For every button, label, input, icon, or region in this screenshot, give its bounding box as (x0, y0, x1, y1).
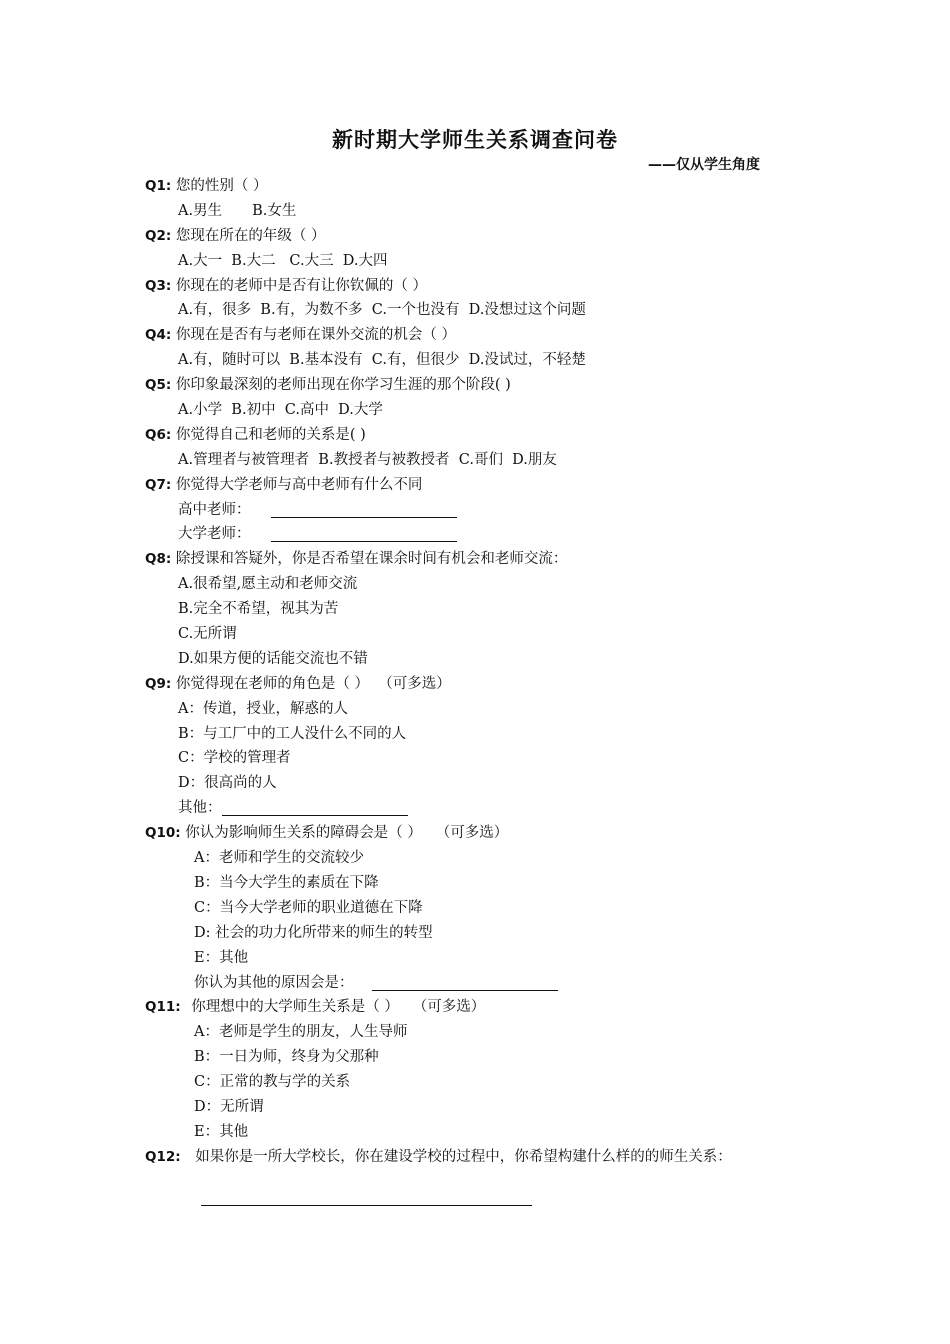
question-number: Q11: (145, 999, 181, 1016)
high-school-teacher-label: 高中老师： (178, 501, 251, 518)
option-a: A：老师和学生的交流较少 (194, 850, 364, 867)
question-7 (145, 473, 825, 498)
option-a: A：传道，授业，解惑的人 (178, 700, 348, 717)
question-12 (145, 1145, 825, 1170)
other-blank[interactable] (222, 801, 408, 816)
question-number: Q10: (145, 825, 181, 842)
question-3-options: A.有，很多 B.有，为数不多 C.一个也没有 D.没想过这个问题 (178, 302, 586, 319)
question-text: 你认为影响师生关系的障碍会是（ ） （可多选） (185, 825, 509, 842)
option-b: B：当今大学生的素质在下降 (194, 874, 379, 891)
question-number: Q7: (145, 476, 172, 493)
question-number: Q4: (145, 327, 172, 344)
option-e: E：其他 (194, 949, 249, 966)
question-11 (145, 995, 825, 1020)
question-text: 你印象最深刻的老师出现在你学习生涯的那个阶段( ) (175, 377, 511, 394)
question-6 (145, 423, 825, 448)
question-number: Q1: (145, 178, 172, 194)
option-d: D: 社会的功力化所带来的师生的转型 (194, 924, 433, 941)
question-text: 你理想中的大学师生关系是（ ） （可多选） (191, 999, 486, 1016)
question-10 (145, 821, 825, 846)
question-text: 您的性别（ ） (175, 178, 268, 194)
question-number: Q9: (145, 675, 172, 692)
other-reason-blank[interactable] (372, 976, 558, 991)
other-reason-label: 你认为其他的原因会是： (194, 974, 354, 991)
option-c: C：学校的管理者 (178, 750, 291, 767)
question-number: Q2: (145, 227, 172, 244)
option-a: A：老师是学生的朋友，人生导师 (194, 1024, 408, 1041)
question-5-options: A.小学 B.初中 C.高中 D.大学 (178, 402, 383, 419)
option-c: C：正常的教与学的关系 (194, 1074, 351, 1091)
question-text: 你觉得自己和老师的关系是( ) (175, 426, 366, 443)
high-school-teacher-row (145, 498, 825, 523)
college-teacher-blank[interactable] (271, 527, 457, 542)
option-b: B：一日为师，终身为父那种 (194, 1049, 379, 1066)
other-reason-row (145, 971, 825, 996)
question-2 (145, 224, 825, 249)
question-4 (145, 323, 825, 348)
other-row (145, 796, 825, 821)
answer-blank[interactable] (201, 1205, 532, 1206)
college-teacher-label: 大学老师： (178, 526, 251, 543)
question-5 (145, 373, 825, 398)
question-text: 你觉得大学老师与高中老师有什么不同 (175, 476, 423, 493)
option-d: D：无所谓 (194, 1098, 264, 1115)
question-text: 你现在的老师中是否有让你钦佩的（ ） (175, 277, 427, 294)
question-text: 如果你是一所大学校长，你在建设学校的过程中，你希望构建什么样的的师生关系： (195, 1148, 732, 1165)
question-9 (145, 672, 825, 697)
question-number: Q3: (145, 277, 172, 294)
option-b: B.女生 (252, 202, 297, 219)
other-label: 其他： (178, 800, 222, 817)
question-8 (145, 547, 825, 572)
question-4-options: A.有，随时可以 B.基本没有 C.有，但很少 D.没试过，不轻楚 (178, 352, 586, 369)
option-a: A.很希望,愿主动和老师交流 (178, 576, 358, 593)
question-1 (145, 174, 825, 199)
option-b: B.完全不希望，视其为苦 (178, 601, 339, 618)
question-1-options (145, 199, 825, 224)
question-3 (145, 274, 825, 299)
question-text: 你觉得现在老师的角色是（ ） （可多选） (175, 675, 451, 692)
option-c: C.无所谓 (178, 626, 237, 643)
option-e: E：其他 (194, 1123, 249, 1140)
question-list (145, 174, 825, 1170)
question-text: 您现在所在的年级（ ） (175, 227, 326, 244)
question-6-options: A.管理者与被管理者 B.教授者与被教授者 C.哥们 D.朋友 (178, 451, 557, 468)
high-school-teacher-blank[interactable] (271, 503, 457, 518)
option-d: D：很高尚的人 (178, 775, 277, 792)
question-2-options: A.大一 B.大二 C.大三 D.大四 (178, 252, 388, 269)
question-number: Q12: (145, 1148, 181, 1165)
option-b: B：与工厂中的工人没什么不同的人 (178, 725, 407, 742)
question-number: Q6: (145, 426, 172, 443)
college-teacher-row (145, 522, 825, 547)
question-text: 除授课和答疑外，你是否希望在课余时间有机会和老师交流： (175, 551, 568, 568)
question-number: Q8: (145, 551, 172, 568)
option-a: A.男生 (178, 202, 223, 219)
question-number: Q5: (145, 377, 172, 394)
document-subtitle: ——仅从学生角度 (648, 157, 760, 173)
document-title: 新时期大学师生关系调查问卷 (332, 128, 618, 152)
option-c: C：当今大学老师的职业道德在下降 (194, 899, 423, 916)
question-text: 你现在是否有与老师在课外交流的机会（ ） (175, 327, 456, 344)
option-d: D.如果方便的话能交流也不错 (178, 650, 368, 667)
